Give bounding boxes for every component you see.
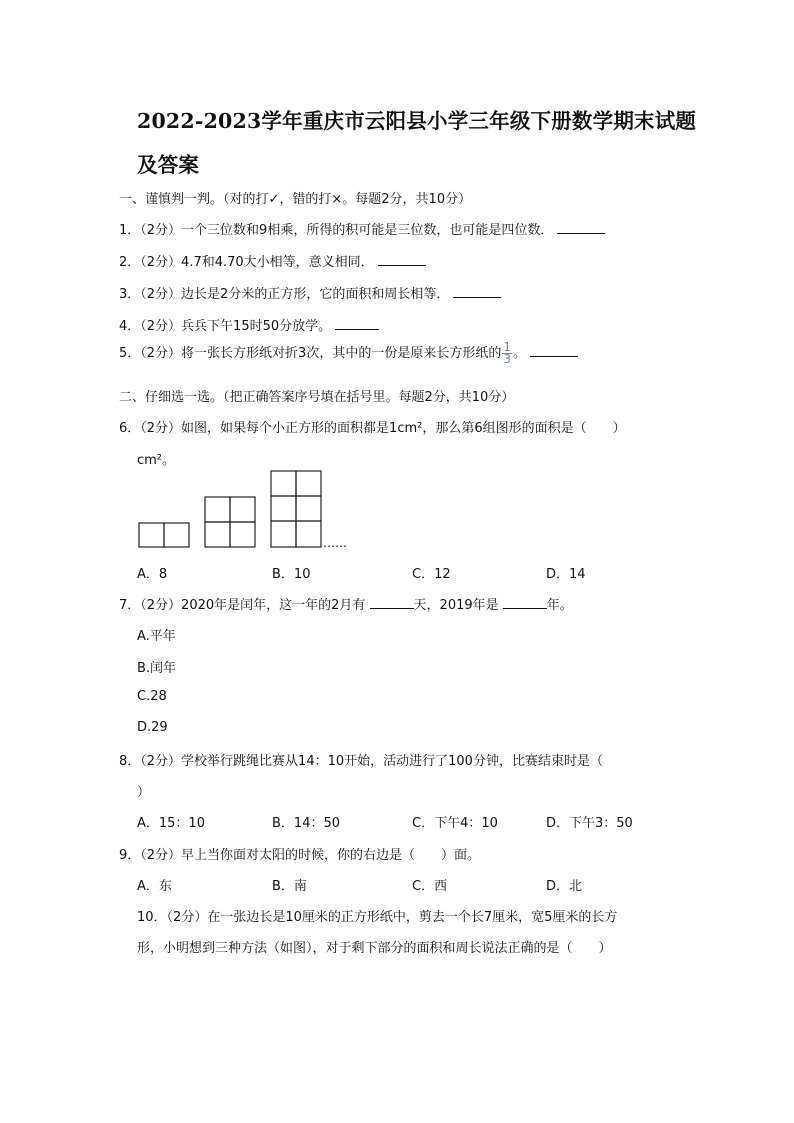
question-1	[119, 219, 605, 238]
question-8-line1: 8．（2分）学校举行跳绳比赛从14：10开始，活动进行了100分钟，比赛结束时是（	[119, 754, 603, 769]
q8-option-b[interactable]: B．14：50	[272, 816, 341, 831]
question-2-text: 2．（2分）4.7和4.70大小相等，意义相同．	[119, 255, 374, 270]
answer-blank-4[interactable]	[335, 317, 379, 330]
question-4	[119, 315, 379, 334]
q9-option-d[interactable]: D．北	[546, 879, 583, 894]
doc-title-line1: 2022-2023学年重庆市云阳县小学三年级下册数学期末试题	[137, 109, 697, 133]
figure2-square-1	[205, 497, 230, 522]
square-pattern-figure	[136, 468, 366, 552]
question-1-text: 1．（2分）一个三位数和9相乘，所得的积可能是三位数，也可能是四位数．	[119, 223, 554, 238]
q7-option-c[interactable]: C.28	[137, 689, 167, 704]
q9-option-b[interactable]: B．南	[272, 879, 307, 894]
q8-option-d[interactable]: D．下午3：50	[546, 816, 633, 831]
question-8-line2: ）	[137, 785, 151, 800]
question-7-text-a: 7．（2分）2020年是闰年，这一年的2月有	[119, 598, 366, 613]
q7-option-b[interactable]: B.闰年	[137, 661, 177, 676]
figure3-square-5	[271, 521, 296, 547]
q9-option-a[interactable]: A．东	[137, 879, 172, 894]
doc-title-line2: 及答案	[137, 153, 200, 177]
answer-blank-2[interactable]	[378, 253, 426, 266]
figure2-square-2	[230, 497, 255, 522]
figure3-square-1	[271, 471, 296, 496]
figure3-square-3	[271, 496, 296, 521]
fraction-numerator: 1	[503, 340, 511, 354]
answer-blank-7b[interactable]	[503, 596, 547, 609]
question-5-end: 。	[512, 346, 526, 361]
q8-option-c[interactable]: C．下午4：10	[412, 816, 498, 831]
figure1-square-1	[139, 523, 164, 547]
q6-option-a[interactable]: A．8	[137, 567, 168, 582]
section-2-heading: 二、仔细选一选。（把正确答案序号填在括号里。每题2分，共10分）	[119, 390, 515, 405]
question-6-line2: cm²。	[137, 453, 176, 468]
answer-blank-3[interactable]	[453, 285, 501, 298]
figure3-square-2	[296, 471, 321, 496]
figure2-square-3	[205, 522, 230, 547]
answer-blank-7a[interactable]	[370, 596, 414, 609]
section-1-heading: 一、谨慎判一判。（对的打✓，错的打×。每题2分，共10分）	[119, 192, 472, 207]
figure3-square-6	[296, 521, 321, 547]
question-3-text: 3．（2分）边长是2分米的正方形，它的面积和周长相等．	[119, 287, 450, 302]
question-3	[119, 283, 501, 302]
question-5-text: 5．（2分）将一张长方形纸对折3次，其中的一份是原来长方形纸的	[119, 346, 502, 361]
question-9: 9．（2分）早上当你面对太阳的时候，你的右边是（ ）面。	[119, 848, 481, 863]
q8-option-a[interactable]: A．15：10	[137, 816, 205, 831]
question-7-text-b: 天，2019年是	[413, 598, 499, 613]
q6-option-d[interactable]: D．14	[546, 567, 586, 582]
question-10-line1: 10．（2分）在一张边长是10厘米的正方形纸中，剪去一个长7厘米，宽5厘米的长方	[137, 910, 618, 925]
q9-option-c[interactable]: C．西	[412, 879, 448, 894]
question-2	[119, 251, 426, 270]
q7-option-d[interactable]: D.29	[137, 720, 168, 735]
question-5	[119, 342, 578, 365]
fraction-one-third	[502, 342, 512, 365]
question-7	[119, 594, 573, 613]
question-10-line2: 形，小明想到三种方法（如图），对于剩下部分的面积和周长说法正确的是（ ）	[137, 941, 612, 956]
question-6-line1: 6．（2分）如图，如果每个小正方形的面积都是1cm²，那么第6组图形的面积是（ ）	[119, 421, 626, 436]
fraction-denominator: 3	[503, 352, 511, 366]
figure3-square-4	[296, 496, 321, 521]
q6-option-c[interactable]: C．12	[412, 567, 451, 582]
figure1-square-2	[164, 523, 189, 547]
figure-ellipsis: ……	[323, 536, 347, 550]
figure2-square-4	[230, 522, 255, 547]
question-4-text: 4．（2分）兵兵下午15时50分放学。	[119, 319, 332, 334]
answer-blank-1[interactable]	[557, 221, 605, 234]
answer-blank-5[interactable]	[530, 344, 578, 357]
q6-option-b[interactable]: B．10	[272, 567, 311, 582]
q7-option-a[interactable]: A.平年	[137, 629, 176, 644]
question-7-text-c: 年。	[546, 598, 573, 613]
